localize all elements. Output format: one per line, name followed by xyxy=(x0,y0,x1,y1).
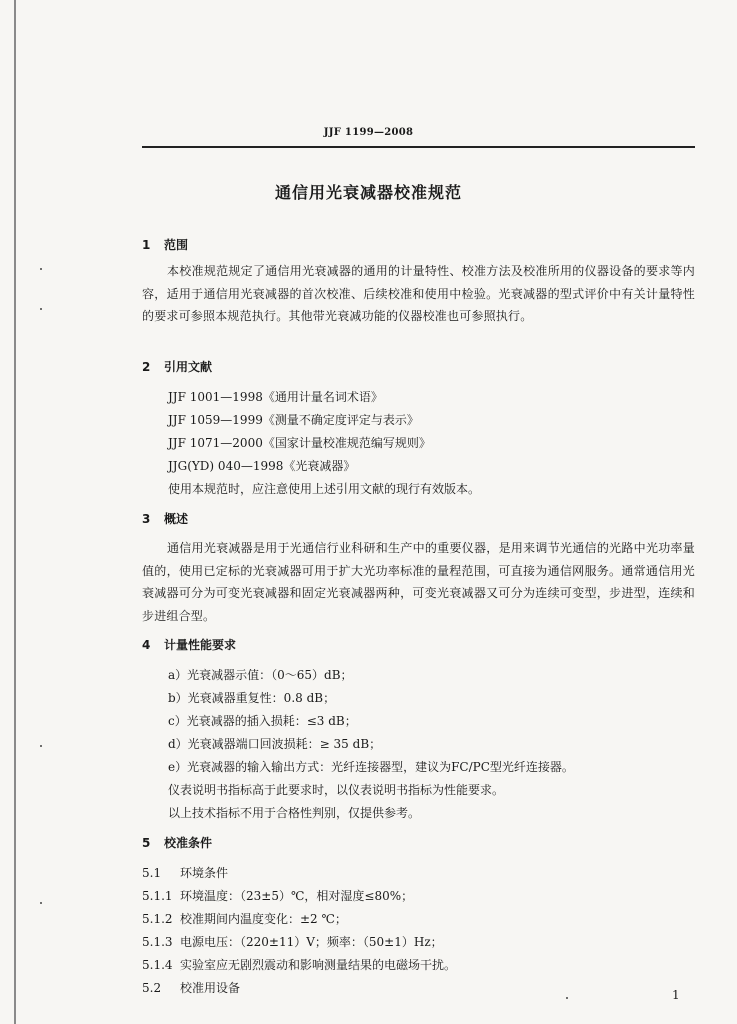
section-3-heading xyxy=(142,510,188,527)
section-number: 4 xyxy=(142,638,151,652)
requirement-note: 仪表说明书指标高于此要求时，以仪表说明书指标为性能要求。 xyxy=(168,783,505,797)
subsection-number: 5.2 xyxy=(142,981,162,995)
section-5-heading xyxy=(142,834,212,851)
requirement-item: c）光衰减器的插入损耗：≤3 dB； xyxy=(168,714,357,728)
section-number: 3 xyxy=(142,512,151,526)
section-number: 5 xyxy=(142,836,151,850)
section-1-heading xyxy=(142,236,188,253)
subsection-item xyxy=(142,933,443,950)
subsection-number: 5.1.3 xyxy=(142,935,173,949)
subsection-number: 5.1.1 xyxy=(142,889,173,903)
section-number: 1 xyxy=(142,238,151,252)
section-title: 校准条件 xyxy=(164,836,213,850)
subsection-number: 5.1 xyxy=(142,866,162,880)
scan-speck xyxy=(566,997,568,999)
section-title: 范围 xyxy=(164,238,189,252)
subsection-item xyxy=(142,864,228,881)
section-4-heading xyxy=(142,636,236,653)
subsection-text: 环境条件 xyxy=(180,866,229,880)
section-3-body: 通信用光衰减器是用于光通信行业科研和生产中的重要仪器，是用来调节光通信的光路中光功率量值的，使用已定标的光衰减器可用于扩大光功率标准的量程范围，可直接为通信网服务。通常通信用光衰减器可分为可变光衰减器和固定光衰减器两种，可变光衰减器又可分为连续可变型，步进型，连续和步进组合型。 xyxy=(142,541,695,623)
requirement-item: d）光衰减器端口回波损耗：≥ 35 dB； xyxy=(168,737,382,751)
requirement-item: e）光衰减器的输入输出方式：光纤连接器型，建议为FC/PC型光纤连接器。 xyxy=(168,760,574,774)
subsection-text: 实验室应无剧烈震动和影响测量结果的电磁场干扰。 xyxy=(180,958,457,972)
subsection-item xyxy=(142,910,347,927)
subsection-item xyxy=(142,887,413,904)
reference-note: 使用本规范时，应注意使用上述引用文献的现行有效版本。 xyxy=(168,482,481,496)
reference-item: JJF 1071—2000《国家计量校准规范编写规则》 xyxy=(168,436,431,450)
reference-item: JJF 1059—1999《测量不确定度评定与表示》 xyxy=(168,413,419,427)
section-1-body: 本校准规范规定了通信用光衰减器的通用的计量特性、校准方法及校准所用的仪器设备的要求等内容，适用于通信用光衰减器的首次校准、后续校准和使用中检验。光衰减器的型式评价中有关计量特性的要求可参照本规范执行。其他带光衰减功能的仪器校准也可参照执行。 xyxy=(142,264,695,324)
document-title: 通信用光衰减器校准规范 xyxy=(274,183,462,202)
scan-left-edge xyxy=(14,0,16,1024)
subsection-number: 5.1.4 xyxy=(142,958,173,972)
section-number: 2 xyxy=(142,360,151,374)
subsection-item xyxy=(142,956,456,973)
subsection-text: 环境温度：（23±5）℃，相对湿度≤80%； xyxy=(180,889,414,903)
requirement-note: 以上技术指标不用于合格性判别，仅提供参考。 xyxy=(168,806,421,820)
subsection-text: 校准用设备 xyxy=(180,981,241,995)
scan-speck xyxy=(40,308,42,310)
scan-speck xyxy=(40,745,42,747)
reference-item: JJG(YD) 040—1998《光衰减器》 xyxy=(168,459,356,473)
scan-speck xyxy=(40,902,42,904)
requirement-item: a）光衰减器示值：（0～65）dB； xyxy=(168,668,353,682)
subsection-text: 电源电压：（220±11）V；频率：（50±1）Hz； xyxy=(180,935,443,949)
header-standard-code: JJF 1199—2008 xyxy=(323,127,414,138)
requirement-item: b）光衰减器重复性：0.8 dB； xyxy=(168,691,336,705)
scan-speck xyxy=(40,268,42,270)
subsection-number: 5.1.2 xyxy=(142,912,173,926)
section-title: 引用文献 xyxy=(164,360,213,374)
header-rule xyxy=(142,146,695,148)
reference-item: JJF 1001—1998《通用计量名词术语》 xyxy=(168,390,383,404)
section-title: 概述 xyxy=(164,512,189,526)
subsection-text: 校准期间内温度变化：±2 ℃； xyxy=(180,912,347,926)
section-title: 计量性能要求 xyxy=(164,638,237,652)
page-number: 1 xyxy=(672,988,680,1002)
section-2-heading xyxy=(142,358,212,375)
subsection-item xyxy=(142,979,240,996)
